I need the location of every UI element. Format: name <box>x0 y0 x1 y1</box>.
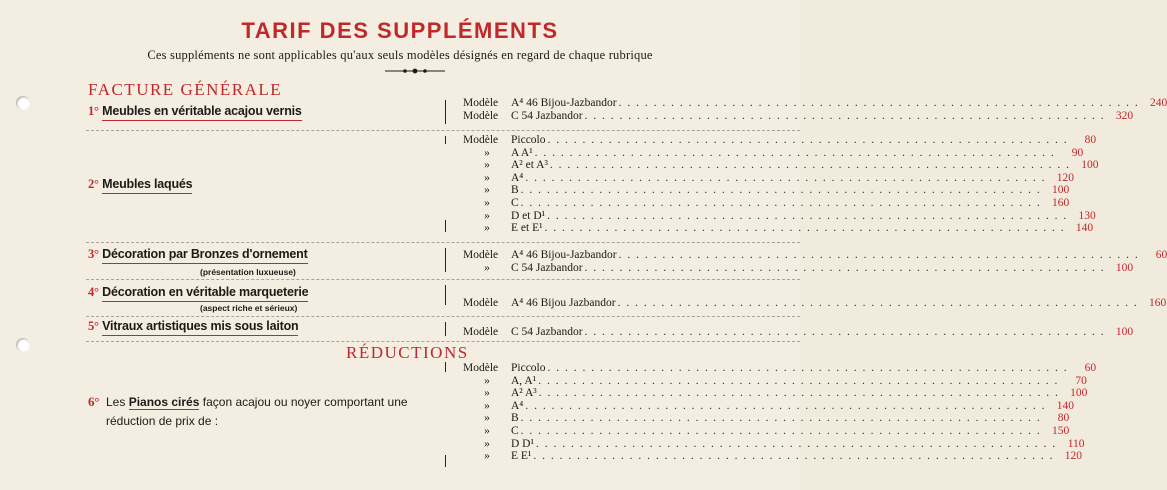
row-price: 160 <box>1052 197 1070 209</box>
tariff-row <box>463 134 1097 147</box>
tariff-row <box>463 249 1167 262</box>
punch-hole <box>16 96 30 110</box>
row-prefix: » <box>484 159 490 172</box>
row-model: A⁴ <box>511 171 524 184</box>
leader-dots: . . . . . . . . . . . . . . . . . . . . . . . . . . . . . . . . . . . . . . . . . . . . . . . . . . . . . . . . . . . . <box>618 249 1140 261</box>
tariff-row <box>463 412 1070 425</box>
tariff-row <box>463 450 1082 463</box>
column-divider <box>445 136 446 144</box>
item-label: Décoration par Bronzes d'ornement <box>102 247 307 264</box>
leader-dots: . . . . . . . . . . . . . . . . . . . . . . . . . . . . . . . . . . . . . . . . . . . . . . . . . . . . . . . . . . . . <box>584 261 1106 274</box>
column-divider <box>445 248 446 272</box>
row-model: C 54 Jazbandor <box>511 261 583 274</box>
row-prefix: » <box>484 374 490 387</box>
row-model: A A¹ <box>511 146 533 159</box>
leader-dots: . . . . . . . . . . . . . . . . . . . . . . . . . . . . . . . . . . . . . . . . . . . . . . . . . . . . . . . . . . . . <box>538 387 1060 400</box>
row-model: A, A¹ <box>511 374 537 387</box>
row-model: Piccolo <box>511 362 546 374</box>
row-prefix: » <box>484 146 490 159</box>
row-model: C 54 Jazbandor <box>511 326 583 338</box>
row-model: D D¹ <box>511 437 534 450</box>
tariff-row <box>463 146 1084 160</box>
row-price: 80 <box>1084 134 1097 146</box>
row-model: A⁴ 46 Bijou-Jazbandor <box>511 249 617 261</box>
item-3 <box>88 247 308 262</box>
separator-rule <box>86 242 800 243</box>
tariff-row <box>463 437 1085 451</box>
column-divider <box>445 455 446 467</box>
tariff-row <box>463 171 1074 185</box>
item-4 <box>88 285 308 300</box>
item-6-description <box>106 393 436 431</box>
row-price: 100 <box>1115 326 1134 338</box>
item-6-pre: Les <box>106 395 126 409</box>
leader-dots: . . . . . . . . . . . . . . . . . . . . . . . . . . . . . . . . . . . . . . . . . . . . . . . . . . . . . . . . . . . . <box>584 109 1106 122</box>
row-prefix: » <box>484 437 490 450</box>
tariff-row <box>463 261 1134 275</box>
row-price: 150 <box>1052 425 1070 437</box>
item-5 <box>88 319 298 334</box>
row-model: A² A³ <box>511 387 537 400</box>
row-prefix: Modèle <box>463 362 499 374</box>
row-price: 130 <box>1078 209 1096 222</box>
leader-dots: . . . . . . . . . . . . . . . . . . . . . . . . . . . . . . . . . . . . . . . . . . . . . . . . . . . . . . . . . . . . <box>547 134 1069 146</box>
row-price: 240 <box>1149 97 1167 109</box>
row-price: 110 <box>1067 437 1085 450</box>
separator-rule <box>86 130 800 131</box>
row-model: E et E¹ <box>511 222 543 235</box>
row-prefix: » <box>484 209 490 222</box>
row-price: 160 <box>1149 297 1167 309</box>
row-price: 120 <box>1064 450 1082 463</box>
tariff-row <box>463 362 1097 375</box>
row-prefix: » <box>484 171 490 184</box>
leader-dots: . . . . . . . . . . . . . . . . . . . . . . . . . . . . . . . . . . . . . . . . . . . . . . . . . . . . . . . . . . . . <box>520 412 1042 425</box>
item-label: Meubles en véritable acajou vernis <box>102 104 302 121</box>
row-prefix: » <box>484 425 490 437</box>
punch-hole <box>16 338 30 352</box>
row-price: 140 <box>1075 222 1094 235</box>
leader-dots: . . . . . . . . . . . . . . . . . . . . . . . . . . . . . . . . . . . . . . . . . . . . . . . . . . . . . . . . . . . . <box>525 399 1046 412</box>
leader-dots: . . . . . . . . . . . . . . . . . . . . . . . . . . . . . . . . . . . . . . . . . . . . . . . . . . . . . . . . . . . . <box>584 326 1106 338</box>
tariff-row <box>463 109 1134 123</box>
item-6-number <box>88 394 99 410</box>
ornament-divider-icon <box>385 66 445 76</box>
row-prefix: » <box>484 197 490 209</box>
leader-dots: . . . . . . . . . . . . . . . . . . . . . . . . . . . . . . . . . . . . . . . . . . . . . . . . . . . . . . . . . . . . <box>549 159 1071 172</box>
row-model: A⁴ <box>511 399 524 412</box>
row-prefix: » <box>484 387 490 400</box>
row-price: 70 <box>1075 374 1087 387</box>
leader-dots: . . . . . . . . . . . . . . . . . . . . . . . . . . . . . . . . . . . . . . . . . . . . . . . . . . . . . . . . . . . . <box>520 425 1042 437</box>
row-prefix: » <box>484 412 490 425</box>
tariff-row <box>463 399 1074 413</box>
row-model: D et D¹ <box>511 209 546 222</box>
row-prefix: » <box>484 399 490 412</box>
row-model: C 54 Jazbandor <box>511 109 583 122</box>
tariff-row <box>463 297 1167 310</box>
row-price: 60 <box>1084 362 1097 374</box>
column-divider <box>445 362 446 372</box>
column-divider <box>445 285 446 305</box>
leader-dots: . . . . . . . . . . . . . . . . . . . . . . . . . . . . . . . . . . . . . . . . . . . . . . . . . . . . . . . . . . . . <box>538 374 1059 387</box>
row-prefix: Modèle <box>463 97 499 109</box>
leader-dots: . . . . . . . . . . . . . . . . . . . . . . . . . . . . . . . . . . . . . . . . . . . . . . . . . . . . . . . . . . . . <box>618 97 1140 109</box>
tariff-row <box>463 159 1099 172</box>
row-price: 100 <box>1052 184 1070 197</box>
column-divider <box>445 220 446 232</box>
item-label: Décoration en véritable marqueterie <box>102 285 308 302</box>
tariff-row <box>463 184 1070 197</box>
item-label: Meubles laqués <box>102 177 192 194</box>
tariff-row <box>463 197 1070 210</box>
row-prefix: » <box>484 450 490 463</box>
row-price: 140 <box>1056 399 1074 412</box>
row-price: 100 <box>1115 261 1134 274</box>
leader-dots: . . . . . . . . . . . . . . . . . . . . . . . . . . . . . . . . . . . . . . . . . . . . . . . . . . . . . . . . . . . . <box>547 362 1069 374</box>
leader-dots: . . . . . . . . . . . . . . . . . . . . . . . . . . . . . . . . . . . . . . . . . . . . . . . . . . . . . . . . . . . . <box>547 209 1068 222</box>
row-price: 120 <box>1056 171 1074 184</box>
tariff-row <box>463 326 1134 339</box>
row-model: B <box>511 412 519 425</box>
item-6-post: façon acajou ou noyer comportant une réduction de prix de : <box>106 395 408 428</box>
leader-dots: . . . . . . . . . . . . . . . . . . . . . . . . . . . . . . . . . . . . . . . . . . . . . . . . . . . . . . . . . . . . <box>520 184 1042 197</box>
leader-dots: . . . . . . . . . . . . . . . . . . . . . . . . . . . . . . . . . . . . . . . . . . . . . . . . . . . . . . . . . . . . <box>520 197 1042 209</box>
leader-dots: . . . . . . . . . . . . . . . . . . . . . . . . . . . . . . . . . . . . . . . . . . . . . . . . . . . . . . . . . . . . <box>544 222 1066 235</box>
leader-dots: . . . . . . . . . . . . . . . . . . . . . . . . . . . . . . . . . . . . . . . . . . . . . . . . . . . . . . . . . . . . <box>525 171 1046 184</box>
row-price: 60 <box>1155 249 1167 261</box>
tariff-row <box>463 222 1094 235</box>
page-title: TARIF DES SUPPLÉMENTS <box>241 18 559 43</box>
row-prefix: Modèle <box>463 297 499 309</box>
row-price: 100 <box>1081 159 1099 172</box>
tariff-row <box>463 97 1167 110</box>
section-general: FACTURE GÉNÉRALE <box>88 80 283 99</box>
item-1 <box>88 104 302 119</box>
item-number: 3° <box>88 247 99 261</box>
item-number: 1° <box>88 104 99 118</box>
item-number: 5° <box>88 319 99 333</box>
item-number: 6° <box>88 394 100 409</box>
row-price: 320 <box>1115 109 1134 122</box>
row-model: A² et A³ <box>511 159 548 172</box>
separator-rule <box>86 316 800 317</box>
item-4-note: (aspect riche et sérieux) <box>200 303 298 313</box>
row-model: Piccolo <box>511 134 546 146</box>
separator-rule <box>86 341 800 342</box>
item-2 <box>88 177 192 192</box>
leader-dots: . . . . . . . . . . . . . . . . . . . . . . . . . . . . . . . . . . . . . . . . . . . . . . . . . . . . . . . . . . . . <box>617 297 1139 309</box>
column-divider <box>445 100 446 124</box>
row-prefix: Modèle <box>463 249 499 261</box>
section-reductions: RÉDUCTIONS <box>346 343 469 362</box>
item-label: Vitraux artistiques mis sous laiton <box>102 319 298 336</box>
page-subtitle: Ces suppléments ne sont applicables qu'aux seuls modèles désignés en regard de chaque rubrique <box>147 48 653 62</box>
row-price: 80 <box>1057 412 1070 425</box>
column-divider <box>445 322 446 336</box>
row-prefix: » <box>484 222 490 235</box>
tariff-row <box>463 209 1096 223</box>
leader-dots: . . . . . . . . . . . . . . . . . . . . . . . . . . . . . . . . . . . . . . . . . . . . . . . . . . . . . . . . . . . . <box>533 450 1054 463</box>
tariff-row <box>463 374 1087 388</box>
row-prefix: Modèle <box>463 326 499 338</box>
item-number: 4° <box>88 285 99 299</box>
leader-dots: . . . . . . . . . . . . . . . . . . . . . . . . . . . . . . . . . . . . . . . . . . . . . . . . . . . . . . . . . . . . <box>534 146 1056 159</box>
row-prefix: » <box>484 261 490 274</box>
row-model: C <box>511 197 519 209</box>
row-prefix: Modèle <box>463 134 499 146</box>
item-3-note: (présentation luxueuse) <box>200 267 296 277</box>
tariff-row <box>463 387 1088 400</box>
tariff-row <box>463 425 1070 438</box>
item-6-label: Pianos cirés <box>128 395 200 409</box>
row-model: A⁴ 46 Bijou-Jazbandor <box>511 97 617 109</box>
row-price: 100 <box>1070 387 1088 400</box>
row-model: B <box>511 184 519 197</box>
row-prefix: Modèle <box>463 109 499 122</box>
row-model: C <box>511 425 519 437</box>
leader-dots: . . . . . . . . . . . . . . . . . . . . . . . . . . . . . . . . . . . . . . . . . . . . . . . . . . . . . . . . . . . . <box>535 437 1057 450</box>
row-prefix: » <box>484 184 490 197</box>
row-model: E E¹ <box>511 450 532 463</box>
separator-rule <box>86 279 800 280</box>
row-model: A⁴ 46 Bijou Jazbandor <box>511 297 616 309</box>
row-price: 90 <box>1071 146 1084 159</box>
item-number: 2° <box>88 177 99 191</box>
